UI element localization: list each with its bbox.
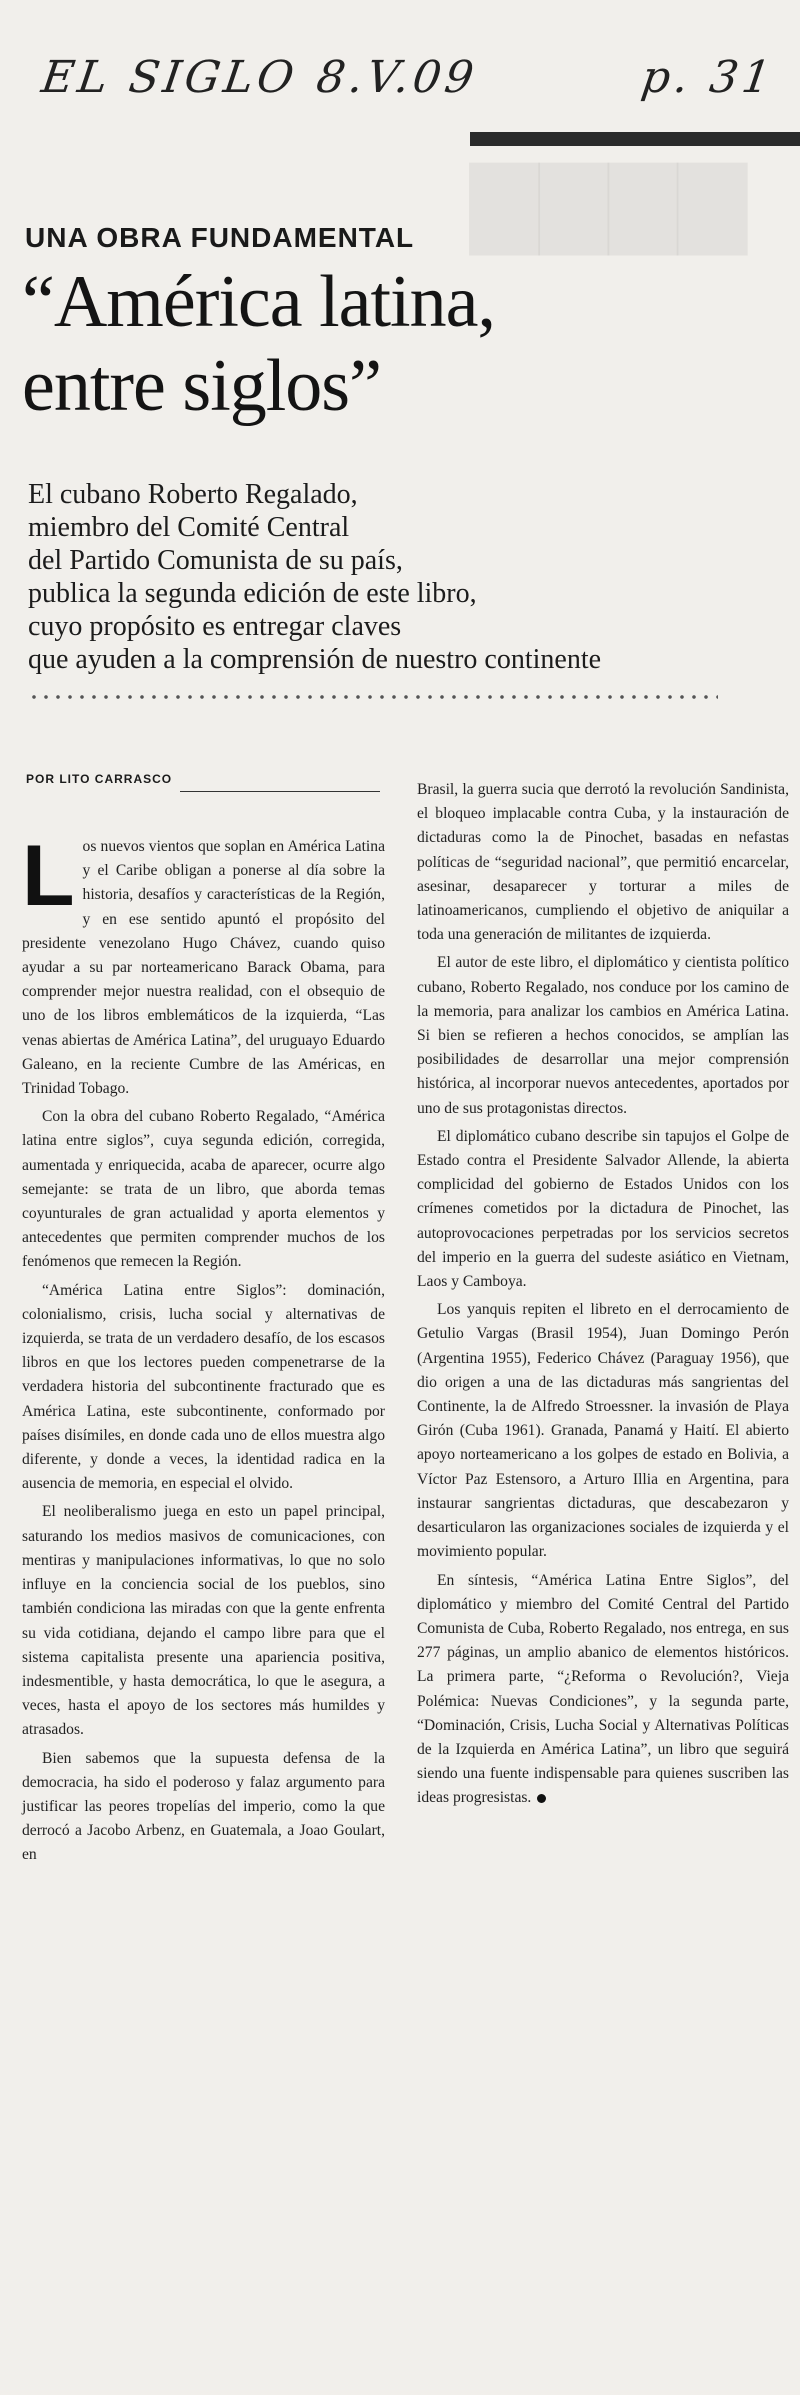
byline-rule xyxy=(180,791,380,792)
deck-line: que ayuden a la comprensión de nuestro continente xyxy=(28,644,602,675)
annotation-date: 8.V.09 xyxy=(313,52,481,103)
paragraph xyxy=(22,828,385,1101)
annotation-page: p. 31 xyxy=(638,52,778,103)
headline-line-1: “América latina, xyxy=(22,261,495,343)
paragraph: Bien sabemos que la supuesta defensa de la democracia, ha sido el poderoso y falaz argumento para justificar las peores tropelías del imperio, como la que derrocó a Jacobo Arbenz, en Guatemala, a Joao Goulart, en xyxy=(22,1749,385,1864)
deck-line: publica la segunda edición de este libro, xyxy=(28,578,477,609)
dotted-divider xyxy=(28,690,718,704)
paragraph: Los yanquis repiten el libreto en el derrocamiento de Getulio Vargas (Brasil 1954), Juan Domingo Perón (Argentina 1955), Federico Chávez (Paraguay 1956), que dio origen a una de las dictaduras más sangrientas del Continente, la de Alfredo Stroessner. la invasión de Playa Girón (Cuba 1961). Granada, Panamá y Haití. El abierto apoyo norteamericano a los golpes de estado en Bolivia, a Víctor Paz Estensoro, a Arturo Illia en Argentina, para instaurar sangrientas dictaduras, que descabezaron y desarticularon las organizaciones sociales de izquierda y el movimiento popular. xyxy=(417,1301,789,1561)
bleed-through-decoration: ▇▇▇▇ xyxy=(470,153,747,253)
handwritten-annotation xyxy=(34,52,785,132)
paragraph-text: En síntesis, “América Latina Entre Siglos”, del diplomático y miembro del Comité Central del Partido Comunista de Cuba, Roberto Regalado, nos entrega, en sus 277 páginas, un amplio abanico de elementos históricos. La primera parte, “¿Reforma o Revolución?, Vieja Polémica: Nuevas Condiciones”, y la segunda parte, “Dominación, Crisis, Lucha Social y Alternativas Políticas de la Izquierda en América Latina”, un libro que seguirá siendo una fuente indispensable para quienes suscriben las ideas progresistas. xyxy=(417,1571,789,1807)
kicker: UNA OBRA FUNDAMENTAL xyxy=(25,222,415,253)
drop-cap: L xyxy=(22,828,75,924)
deck xyxy=(28,478,788,676)
paragraph: El diplomático cubano describe sin tapujos el Golpe de Estado contra el Presidente Salvador Allende, la abierta complicidad del gobierno de Estados Unidos con los crímenes cometidos por la dictadura de Pinochet, las autoprovocaciones perpetradas por los servicios secretos del imperio en la guerra del sudeste asiático en Vietnam, Laos y Camboya. xyxy=(417,1127,789,1291)
deck-line: El cubano Roberto Regalado, xyxy=(28,479,358,510)
paragraph: El neoliberalismo juega en esto un papel principal, saturando los medios masivos de comunicaciones, con mentiras y manipulaciones informativas, lo que no solo influye en la conciencia social de los pueblos, sino también condiciona las miradas con que la gente enfrenta su vida cotidiana, dejando el campo libre para que el sistema capitalista presente una apariencia positiva, indesmentible, y hasta democrática, lo que le asegura, a veces, hasta el apoyo de los sectores más humildes y atrasados. xyxy=(22,1503,385,1739)
headline xyxy=(22,260,792,428)
deck-line: del Partido Comunista de su país, xyxy=(28,545,403,576)
byline: POR LITO CARRASCO xyxy=(26,772,173,786)
paragraph: Con la obra del cubano Roberto Regalado, “América latina entre siglos”, cuya segunda edición, corregida, aumentada y enriquecida, acaba de aparecer, ocurre algo semejante: se trata de un libro, que aborda temas coyunturales de gran actualidad y aporta elementos y antecedentes que permiten comprender muchos de los fenómenos que remecen la Región. xyxy=(22,1108,385,1271)
paragraph: “América Latina entre Siglos”: dominación, colonialismo, crisis, lucha social y alternativas de izquierda, se trata de un verdadero desafío, de los escasos libros en que los lectores pueden compenetrarse de la verdadera historia del subcontinente fracturado que es América Latina, este subcontinente, conformado por países disímiles, en donde cada uno de ellos muestra algo diferente, y donde a veces, la identidad radica en la ausencia de memoria, en especial el olvido. xyxy=(22,1281,385,1493)
article-column-left xyxy=(22,828,385,2375)
deck-line: miembro del Comité Central xyxy=(28,512,350,543)
article-column-right xyxy=(417,778,789,2338)
header-rule xyxy=(470,132,800,146)
paragraph xyxy=(417,1569,789,1811)
end-mark-icon xyxy=(537,1794,546,1803)
paragraph: Brasil, la guerra sucia que derrotó la revolución Sandinista, el bloqueo implacable contra Cuba, y la instauración de dictaduras como la de Pinochet, basadas en nefastas políticas de “seguridad nacional”, que permitió encarcelar, asesinar, desaparecer y torturar a miles de latinoamericanos, cumpliendo el objetivo de aniquilar a toda una generación de militantes de izquierda. xyxy=(417,781,789,944)
annotation-paper: EL SIGLO xyxy=(38,52,301,103)
deck-line: cuyo propósito es entregar claves xyxy=(28,611,402,642)
headline-line-2: entre siglos” xyxy=(22,345,381,427)
paragraph: El autor de este libro, el diplomático y cientista político cubano, Roberto Regalado, nos conduce por los camino de la memoria, para analizar los cambios en América Latina. Si bien se refieren a hechos conocidos, se amplían las posibilidades de desarrollar una mejor comprensión histórica, al incorporar nuevos antecedentes, aportados por uno de sus protagonistas directos. xyxy=(417,954,789,1117)
paragraph-text: os nuevos vientos que soplan en América Latina y el Caribe obligan a ponerse al día sobre la historia, desafíos y características de la Región, y en ese sentido apuntó el propósito del presidente venezolano Hugo Chávez, cuando quiso ayudar a su par norteamericano Barack Obama, para comprender mejor nuestra realidad, con el obsequio de uno de los libros emblemáticos de la izquierda, “Las venas abiertas de América Latina”, del uruguayo Eduardo Galeano, en la reciente Cumbre de las Américas, en Trinidad Tobago. xyxy=(22,838,385,1098)
